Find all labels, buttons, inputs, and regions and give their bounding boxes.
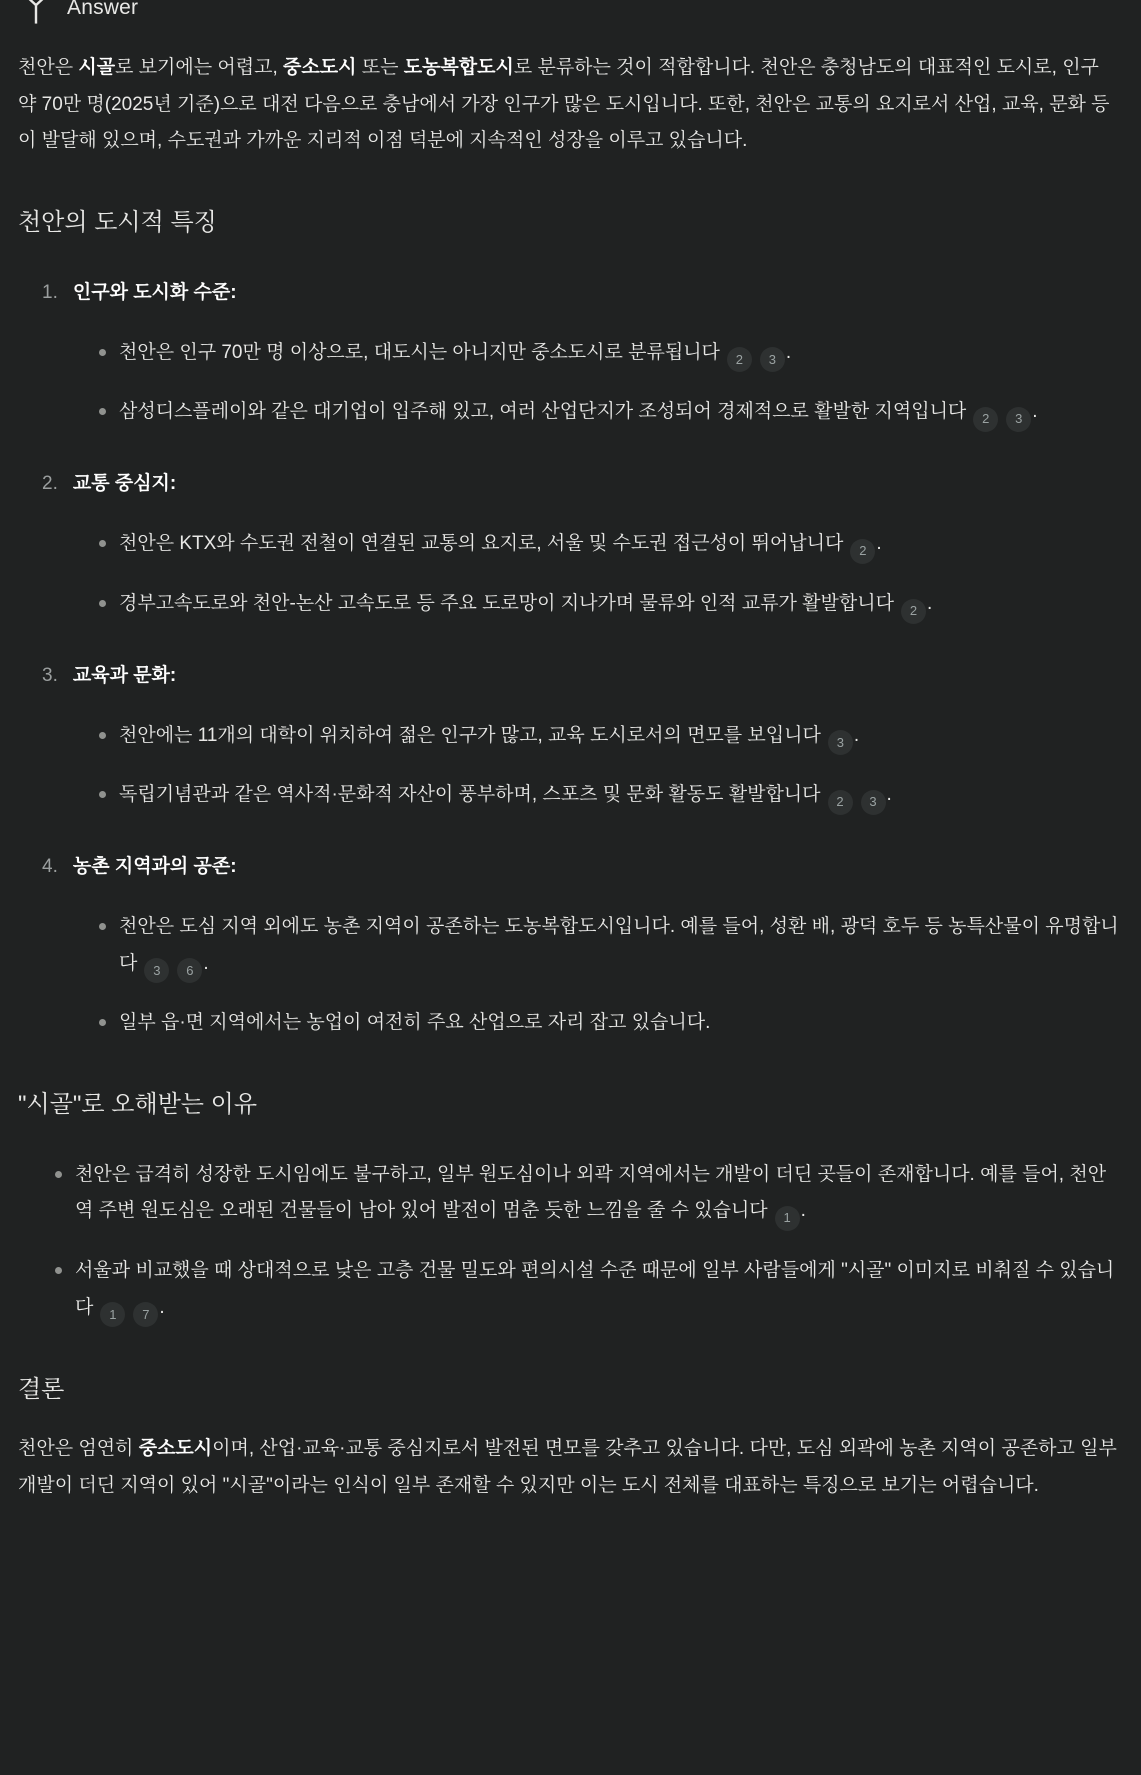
list-item — [92, 909, 1119, 983]
text-run: . — [159, 1296, 165, 1318]
citation-badge[interactable]: 3 — [861, 790, 886, 815]
list-number: 1. — [42, 281, 58, 303]
text-run: 일부 읍·면 지역에서는 농업이 여전히 주요 산업으로 자리 잡고 있습니다. — [119, 1012, 711, 1034]
list-number: 3. — [42, 664, 58, 686]
answer-tab-label[interactable]: Answer — [67, 0, 139, 19]
section-heading-features: 천안의 도시적 특징 — [18, 208, 217, 236]
text-run: 로 보기에는 어렵고, — [115, 57, 284, 78]
list-item — [92, 526, 1119, 564]
feature-title: 농촌 지역과의 공존: — [72, 856, 237, 877]
feature-title: 교통 중심지: — [72, 473, 177, 494]
text-run: 경부고속도로와 천안-논산 고속도로 등 주요 도로망이 지나가며 물류와 인적 교류가 활발합니다 — [119, 592, 894, 614]
text-run: 천안은 도심 지역 외에도 농촌 지역이 공존하는 도농복합도시입니다. 예를 들어, 성환 배, 광덕 호두 등 농특산물이 유명합니다 — [119, 916, 1119, 974]
conclusion-paragraph — [18, 1431, 1119, 1504]
text-run: 천안은 엄연히 — [18, 1438, 139, 1460]
list-item — [92, 335, 1119, 373]
feature-heading — [42, 468, 1119, 500]
text-run: . — [876, 533, 882, 554]
bold-text: 중소도시 — [283, 57, 357, 78]
list-number: 2. — [42, 473, 58, 494]
list-number: 4. — [42, 856, 58, 877]
feature-title: 교육과 문화: — [72, 664, 177, 686]
answer-logo-icon — [18, 0, 54, 26]
text-run: . — [886, 784, 892, 806]
text-run: 천안은 — [18, 57, 79, 78]
citation-badge[interactable]: 7 — [133, 1302, 158, 1327]
list-item — [48, 1157, 1119, 1231]
citation-badge[interactable]: 1 — [775, 1206, 800, 1231]
list-item — [92, 586, 1119, 624]
text-run: . — [853, 724, 860, 746]
intro-paragraph — [18, 50, 1119, 160]
misunderstood-list — [18, 1157, 1119, 1328]
text-run: . — [203, 952, 209, 974]
citation-badge[interactable]: 3 — [828, 730, 853, 755]
feature-bullet-list — [42, 909, 1119, 1042]
feature-bullet-list — [42, 718, 1119, 816]
citation-badge[interactable]: 2 — [901, 599, 926, 624]
citation-badge[interactable]: 2 — [727, 347, 752, 372]
text-run: 서울과 비교했을 때 상대적으로 낮은 고층 건물 밀도와 편의시설 수준 때문에 일부 사람들에게 "시골" 이미지로 비춰질 수 있습니다 — [75, 1260, 1115, 1318]
citation-badge[interactable]: 1 — [100, 1302, 125, 1327]
feature-item — [42, 277, 1119, 433]
feature-heading — [42, 851, 1119, 883]
text-run: 천안에는 11개의 대학이 위치하여 젊은 인구가 많고, 교육 도시로서의 면모를 보입니다 — [119, 724, 821, 746]
feature-title: 인구와 도시화 수준: — [72, 281, 237, 303]
section-heading-misunderstood: "시골"로 오해받는 이유 — [18, 1090, 258, 1118]
text-run: 또는 — [356, 57, 404, 78]
bold-text: 시골 — [78, 57, 116, 78]
citation-badge[interactable]: 2 — [973, 407, 998, 432]
citation-badge[interactable]: 2 — [850, 539, 875, 564]
text-run: . — [926, 592, 933, 614]
feature-bullet-list — [42, 526, 1119, 624]
citation-badge[interactable]: 3 — [1006, 407, 1031, 432]
features-list — [18, 277, 1119, 1042]
text-run: . — [785, 341, 792, 363]
list-item — [92, 718, 1119, 756]
text-run: . — [800, 1200, 806, 1222]
list-item — [92, 394, 1119, 432]
feature-heading — [42, 277, 1119, 309]
citation-badge[interactable]: 3 — [144, 958, 169, 983]
citation-badge[interactable]: 6 — [177, 958, 202, 983]
feature-bullet-list — [42, 335, 1119, 433]
feature-item — [42, 660, 1119, 816]
answer-header — [18, 0, 1119, 29]
section-heading-conclusion: 결론 — [18, 1376, 65, 1404]
text-run: 로 분류하는 것이 적합합니다. 천안은 충청남도의 대표적인 도시로, 인구 약 70만 명(2025년 기준)으로 대전 다음으로 충남에서 가장 인구가 많은 도시입니다. 또한, 천안은 교통의 요지로서 산업, 교육, 문화 등이 발달해 있으며, 수도권과 가까운 지리적 이점 덕분에 지속적인 성장을 이루고 있습니다. — [18, 57, 1110, 151]
citation-badge[interactable]: 2 — [828, 790, 853, 815]
bold-text: 중소도시 — [138, 1438, 213, 1460]
list-item — [92, 1005, 1119, 1042]
bold-text: 도농복합도시 — [403, 57, 514, 78]
feature-item — [42, 468, 1119, 624]
list-item — [92, 777, 1119, 815]
feature-heading — [42, 660, 1119, 692]
text-run: 천안은 KTX와 수도권 전철이 연결된 교통의 요지로, 서울 및 수도권 접근성이 뛰어납니다 — [119, 533, 844, 554]
text-run: . — [1032, 401, 1038, 423]
text-run: 천안은 급격히 성장한 도시임에도 불구하고, 일부 원도심이나 외곽 지역에서는 개발이 더딘 곳들이 존재합니다. 예를 들어, 천안역 주변 원도심은 오래된 건물들이 남아 있어 발전이 멈춘 듯한 느낌을 줄 수 있습니다 — [75, 1163, 1107, 1222]
text-run: 천안은 인구 70만 명 이상으로, 대도시는 아니지만 중소도시로 분류됩니다 — [119, 341, 720, 363]
text-run: 삼성디스플레이와 같은 대기업이 입주해 있고, 여러 산업단지가 조성되어 경제적으로 활발한 지역입니다 — [119, 401, 967, 423]
citation-badge[interactable]: 3 — [760, 347, 785, 372]
text-run: 독립기념관과 같은 역사적·문화적 자산이 풍부하며, 스포츠 및 문화 활동도 활발합니다 — [119, 784, 821, 806]
list-item — [48, 1253, 1119, 1327]
text-run: 이며, 산업·교육·교통 중심지로서 발전된 면모를 갖추고 있습니다. 다만, 도심 외곽에 농촌 지역이 공존하고 일부 개발이 더딘 지역이 있어 "시골"이라는 인식이 일부 존재할 수 있지만 이는 도시 전체를 대표하는 특징으로 보기는 어렵습니다. — [18, 1438, 1117, 1496]
feature-item — [42, 851, 1119, 1042]
